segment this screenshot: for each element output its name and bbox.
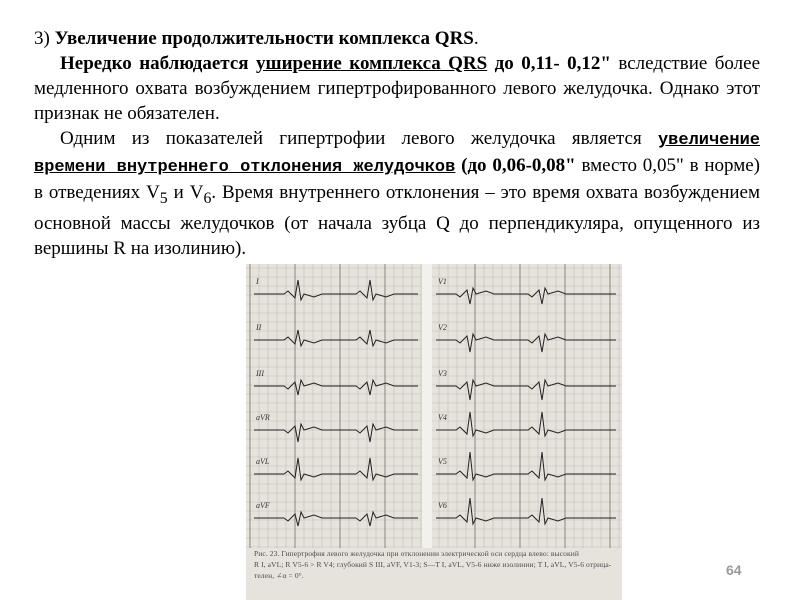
caption-line-3: телен, ∠α = 0°. <box>254 571 304 580</box>
p2-emphasis: увеличение времени внутреннего отклонения желудочков <box>34 131 760 177</box>
ecg-lead-label-V3: V3 <box>438 369 447 378</box>
ecg-lead-label-V2: V2 <box>438 323 447 332</box>
ecg-lead-label-V6: V6 <box>438 501 447 510</box>
p2-and: и V <box>167 182 204 203</box>
ecg-lead-label-V5: V5 <box>438 457 447 466</box>
caption-line-1: Рис. 23. Гипертрофия левого желудочка при отклонении электрической оси сердца влево: высокий <box>254 549 579 558</box>
p2-sub2: 6 <box>203 189 212 207</box>
ecg-tracing-image <box>246 264 622 548</box>
ecg-paper <box>246 264 622 548</box>
figure-caption <box>254 548 622 581</box>
ecg-lead-label-V1: V1 <box>438 277 447 286</box>
p2-start: Одним из показателей гипертрофии левого желудочка является <box>60 128 658 149</box>
p2-sub1: 5 <box>159 189 168 207</box>
p1-lead: Нередко наблюдается <box>60 53 249 74</box>
ecg-lead-label-aVF: aVF <box>256 501 270 510</box>
caption-line-2: R I, aVL; R V5-6 > R V4; глубокий S III, aVF, V1-3; S—T I, aVL, V5-6 ниже изолинии; T I, aVL, V5-6 отрица- <box>254 560 612 569</box>
p2-rest: . Время внутреннего отклонения – это время охвата возбуждением основной массы желудочков (от начала зубца Q до перпендикуляра, опущенного из вершины R на изолинию). <box>34 182 760 259</box>
p1-rest: вследствие более медленного охвата возбуждением гипертрофированного левого желудочка. Однако этот признак не обязателен. <box>34 53 761 124</box>
p1-underlined: уширение комплекса QRS <box>256 53 488 74</box>
ecg-lead-label-aVL: aVL <box>256 457 270 466</box>
paragraph-2 <box>34 126 760 261</box>
heading-title: Увеличение продолжительности комплекса QRS <box>54 28 474 49</box>
p1-tail: до 0,11- 0,12" <box>487 53 611 74</box>
ecg-lead-label-II: II <box>256 323 262 332</box>
ecg-figure <box>246 264 622 600</box>
ecg-lead-label-III: III <box>256 369 264 378</box>
ecg-panel-gap <box>422 264 432 548</box>
heading-end: . <box>473 28 479 49</box>
ecg-lead-label-aVR: aVR <box>256 413 270 422</box>
heading-number: 3) <box>34 28 50 49</box>
p2-mid: вместо 0,05" в норме) в отведениях V <box>34 155 760 203</box>
section-heading <box>34 26 760 51</box>
ecg-lead-label-V4: V4 <box>438 413 447 422</box>
text-block <box>34 26 760 261</box>
ecg-lead-label-I: I <box>256 277 259 286</box>
page-number: 64 <box>726 562 742 578</box>
paragraph-1 <box>34 51 760 126</box>
p2-bold-range: (до 0,06-0,08" <box>455 155 576 176</box>
